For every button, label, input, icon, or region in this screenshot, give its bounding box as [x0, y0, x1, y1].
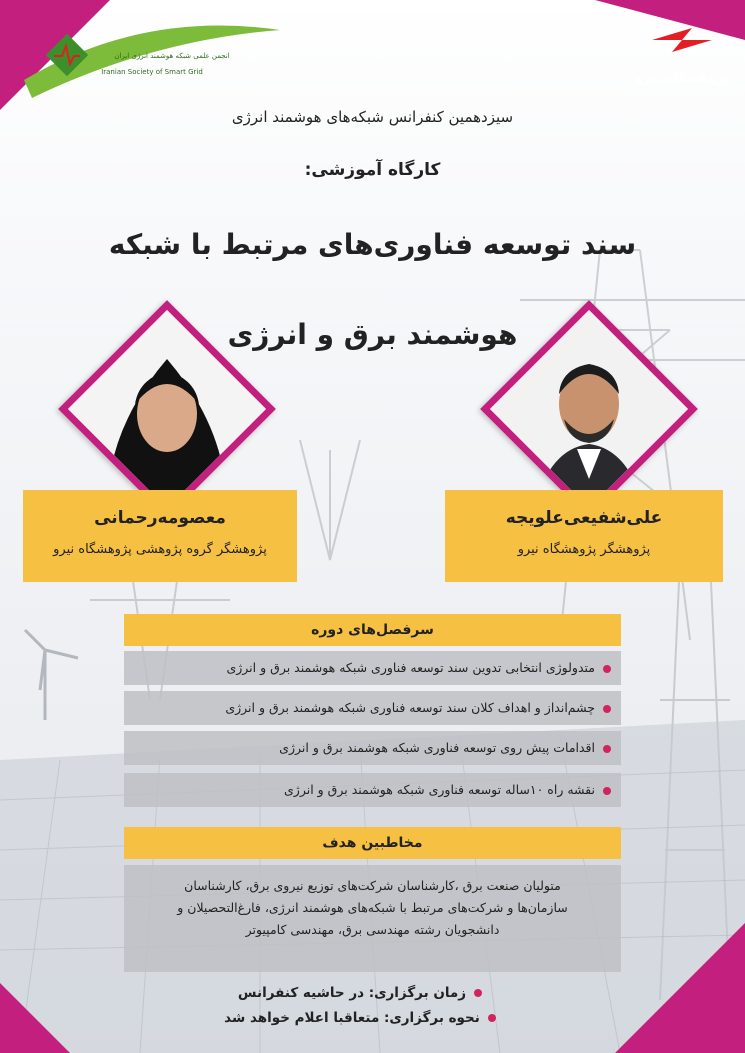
event-time: زمان برگزاری: در حاشیه کنفرانس [200, 985, 530, 1001]
bullet-dot-icon [488, 1014, 496, 1022]
workshop-title-line-2: هوشمند برق و انرژی [227, 318, 518, 351]
bullet-dot-icon [603, 745, 611, 753]
corner-accent-bottom-right [615, 923, 745, 1053]
niroo-research-institute-logo [622, 20, 732, 100]
presenter-role: پژوهشگر پژوهشگاه نیرو [517, 542, 651, 557]
syllabus-item: متدولوژی انتخابی تدوین سند توسعه فناوری شبکه هوشمند برق و انرژی [124, 651, 621, 685]
presenter-name: معصومه‌رحمانی [94, 508, 226, 528]
workshop-title-line-1: سند توسعه فناوری‌های مرتبط با شبکه [108, 228, 637, 261]
syllabus-item: چشم‌انداز و اهداف کلان سند توسعه فناوری شبکه هوشمند برق و انرژی [124, 691, 621, 725]
presenter-card-male [445, 490, 723, 582]
bullet-dot-icon [603, 787, 611, 795]
bullet-dot-icon [603, 705, 611, 713]
syllabus-item: اقدامات پیش روی توسعه فناوری شبکه هوشمند برق و انرژی [124, 731, 621, 765]
audience-heading: مخاطبین هدف [124, 827, 621, 859]
svg-text:Iranian Society of Smart Grid: Iranian Society of Smart Grid [101, 68, 203, 76]
bullet-dot-icon [603, 665, 611, 673]
svg-text:انجمن علمی شبکه هوشمند انرژی ا: انجمن علمی شبکه هوشمند انرژی ایران [114, 52, 230, 60]
presenter-role: پژوهشگر گروه پژوهشی پژوهشگاه نیرو [53, 542, 267, 557]
smart-grid-society-logo [22, 20, 282, 100]
bullet-dot-icon [474, 989, 482, 997]
presenter-name: علی‌شفیعی‌علویجه [505, 508, 663, 528]
workshop-label: کارگاه آموزشی: [304, 160, 441, 180]
presenter-card-female [23, 490, 297, 582]
syllabus-heading: سرفصل‌های دوره [124, 614, 621, 646]
corner-accent-bottom-left [0, 983, 70, 1053]
audience-description: متولیان صنعت برق ،کارشناسان شرکت‌های توزیع نیروی برق، کارشناسان سازمان‌ها و شرکت‌های مرتبط با شبکه‌های هوشمند انرژی، فارغ‌التحصیلان و دانشجویان رشته مهندسی برق، مهندسی کامپیوتر [124, 865, 621, 972]
conference-name: سیزدهمین کنفرانس شبکه‌های هوشمند انرژی [231, 108, 514, 126]
svg-text:پژوهشگاه نیرو: پژوهشگاه نیرو [634, 71, 730, 86]
syllabus-item: نقشه راه ۱۰ساله توسعه فناوری شبکه هوشمند برق و انرژی [124, 773, 621, 807]
event-method: نحوه برگزاری: متعاقبا اعلام خواهد شد [200, 1010, 530, 1026]
